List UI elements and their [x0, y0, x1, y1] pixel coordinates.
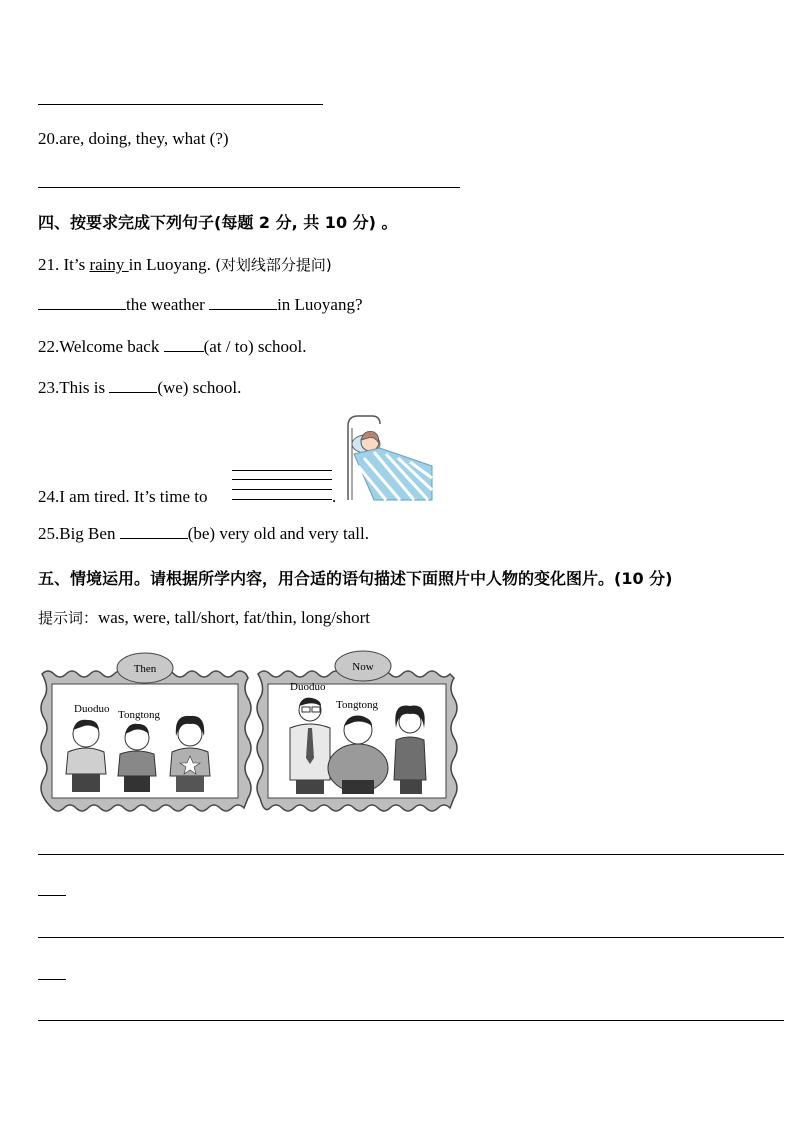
answer-line[interactable]: [38, 854, 784, 855]
answer-blank[interactable]: [164, 337, 204, 352]
question-text: I am tired. It’s time to: [59, 487, 208, 506]
section-4-heading: 四、按要求完成下列句子(每题 2 分, 共 10 分) 。: [38, 213, 398, 232]
question-instruction: (对划线部分提问): [215, 256, 332, 274]
question-number: 24.: [38, 487, 60, 506]
question-number: 22.: [38, 337, 60, 356]
question-text: It’s: [63, 255, 90, 274]
answer-text: the weather: [126, 295, 210, 314]
then-panel: [41, 653, 251, 811]
question-22: [38, 337, 307, 357]
sleeping-girl-illustration: [344, 414, 434, 504]
now-label: Now: [352, 661, 374, 673]
hint-label: 提示词：: [38, 609, 99, 627]
now-name-duoduo: Duoduo: [290, 681, 326, 693]
now-name-tongtong: Tongtong: [336, 699, 379, 711]
four-line-writing-guide[interactable]: [232, 470, 332, 502]
question-text: (we) school.: [157, 378, 242, 397]
question-21-answer: [38, 295, 363, 315]
question-text: This is: [59, 378, 110, 397]
question-number: 21.: [38, 255, 64, 274]
answer-blank[interactable]: [38, 295, 126, 310]
then-now-picture: [38, 648, 462, 814]
answer-line[interactable]: [38, 937, 784, 938]
answer-blank[interactable]: [120, 524, 188, 539]
answer-line: [38, 104, 323, 105]
question-23: [38, 378, 241, 398]
answer-blank[interactable]: [209, 295, 277, 310]
answer-line[interactable]: [38, 187, 460, 188]
hint-list: was, were, tall/short, fat/thin, long/short: [98, 608, 370, 627]
question-text: Welcome back: [59, 337, 164, 356]
question-text: (be) very old and very tall.: [187, 524, 369, 543]
answer-line[interactable]: [38, 979, 66, 980]
question-20: [38, 129, 229, 149]
question-text: (at / to) school.: [203, 337, 307, 356]
answer-line[interactable]: [38, 1020, 784, 1021]
answer-line[interactable]: [38, 895, 66, 896]
then-label: Then: [133, 663, 157, 675]
then-name-duoduo: Duoduo: [74, 703, 110, 715]
underlined-word: rainy: [89, 255, 129, 274]
question-21: [38, 254, 332, 275]
section-5-heading: 五、情境运用。请根据所学内容，用合适的语句描述下面照片中人物的变化图片。(10 分): [38, 569, 673, 588]
question-number: 25.: [38, 524, 60, 543]
question-number: 20.: [38, 129, 60, 148]
question-number: 23.: [38, 378, 60, 397]
question-25: [38, 524, 369, 544]
answer-text: in Luoyang?: [277, 295, 363, 314]
question-24: [38, 487, 208, 507]
question-24-end: .: [332, 487, 337, 506]
hint-words: [38, 607, 370, 628]
answer-blank[interactable]: [109, 378, 157, 393]
question-text: are, doing, they, what (?): [59, 129, 229, 148]
question-text: in Luoyang.: [128, 255, 216, 274]
question-text: Big Ben: [59, 524, 120, 543]
now-panel: [257, 651, 457, 811]
then-name-tongtong: Tongtong: [118, 709, 161, 721]
